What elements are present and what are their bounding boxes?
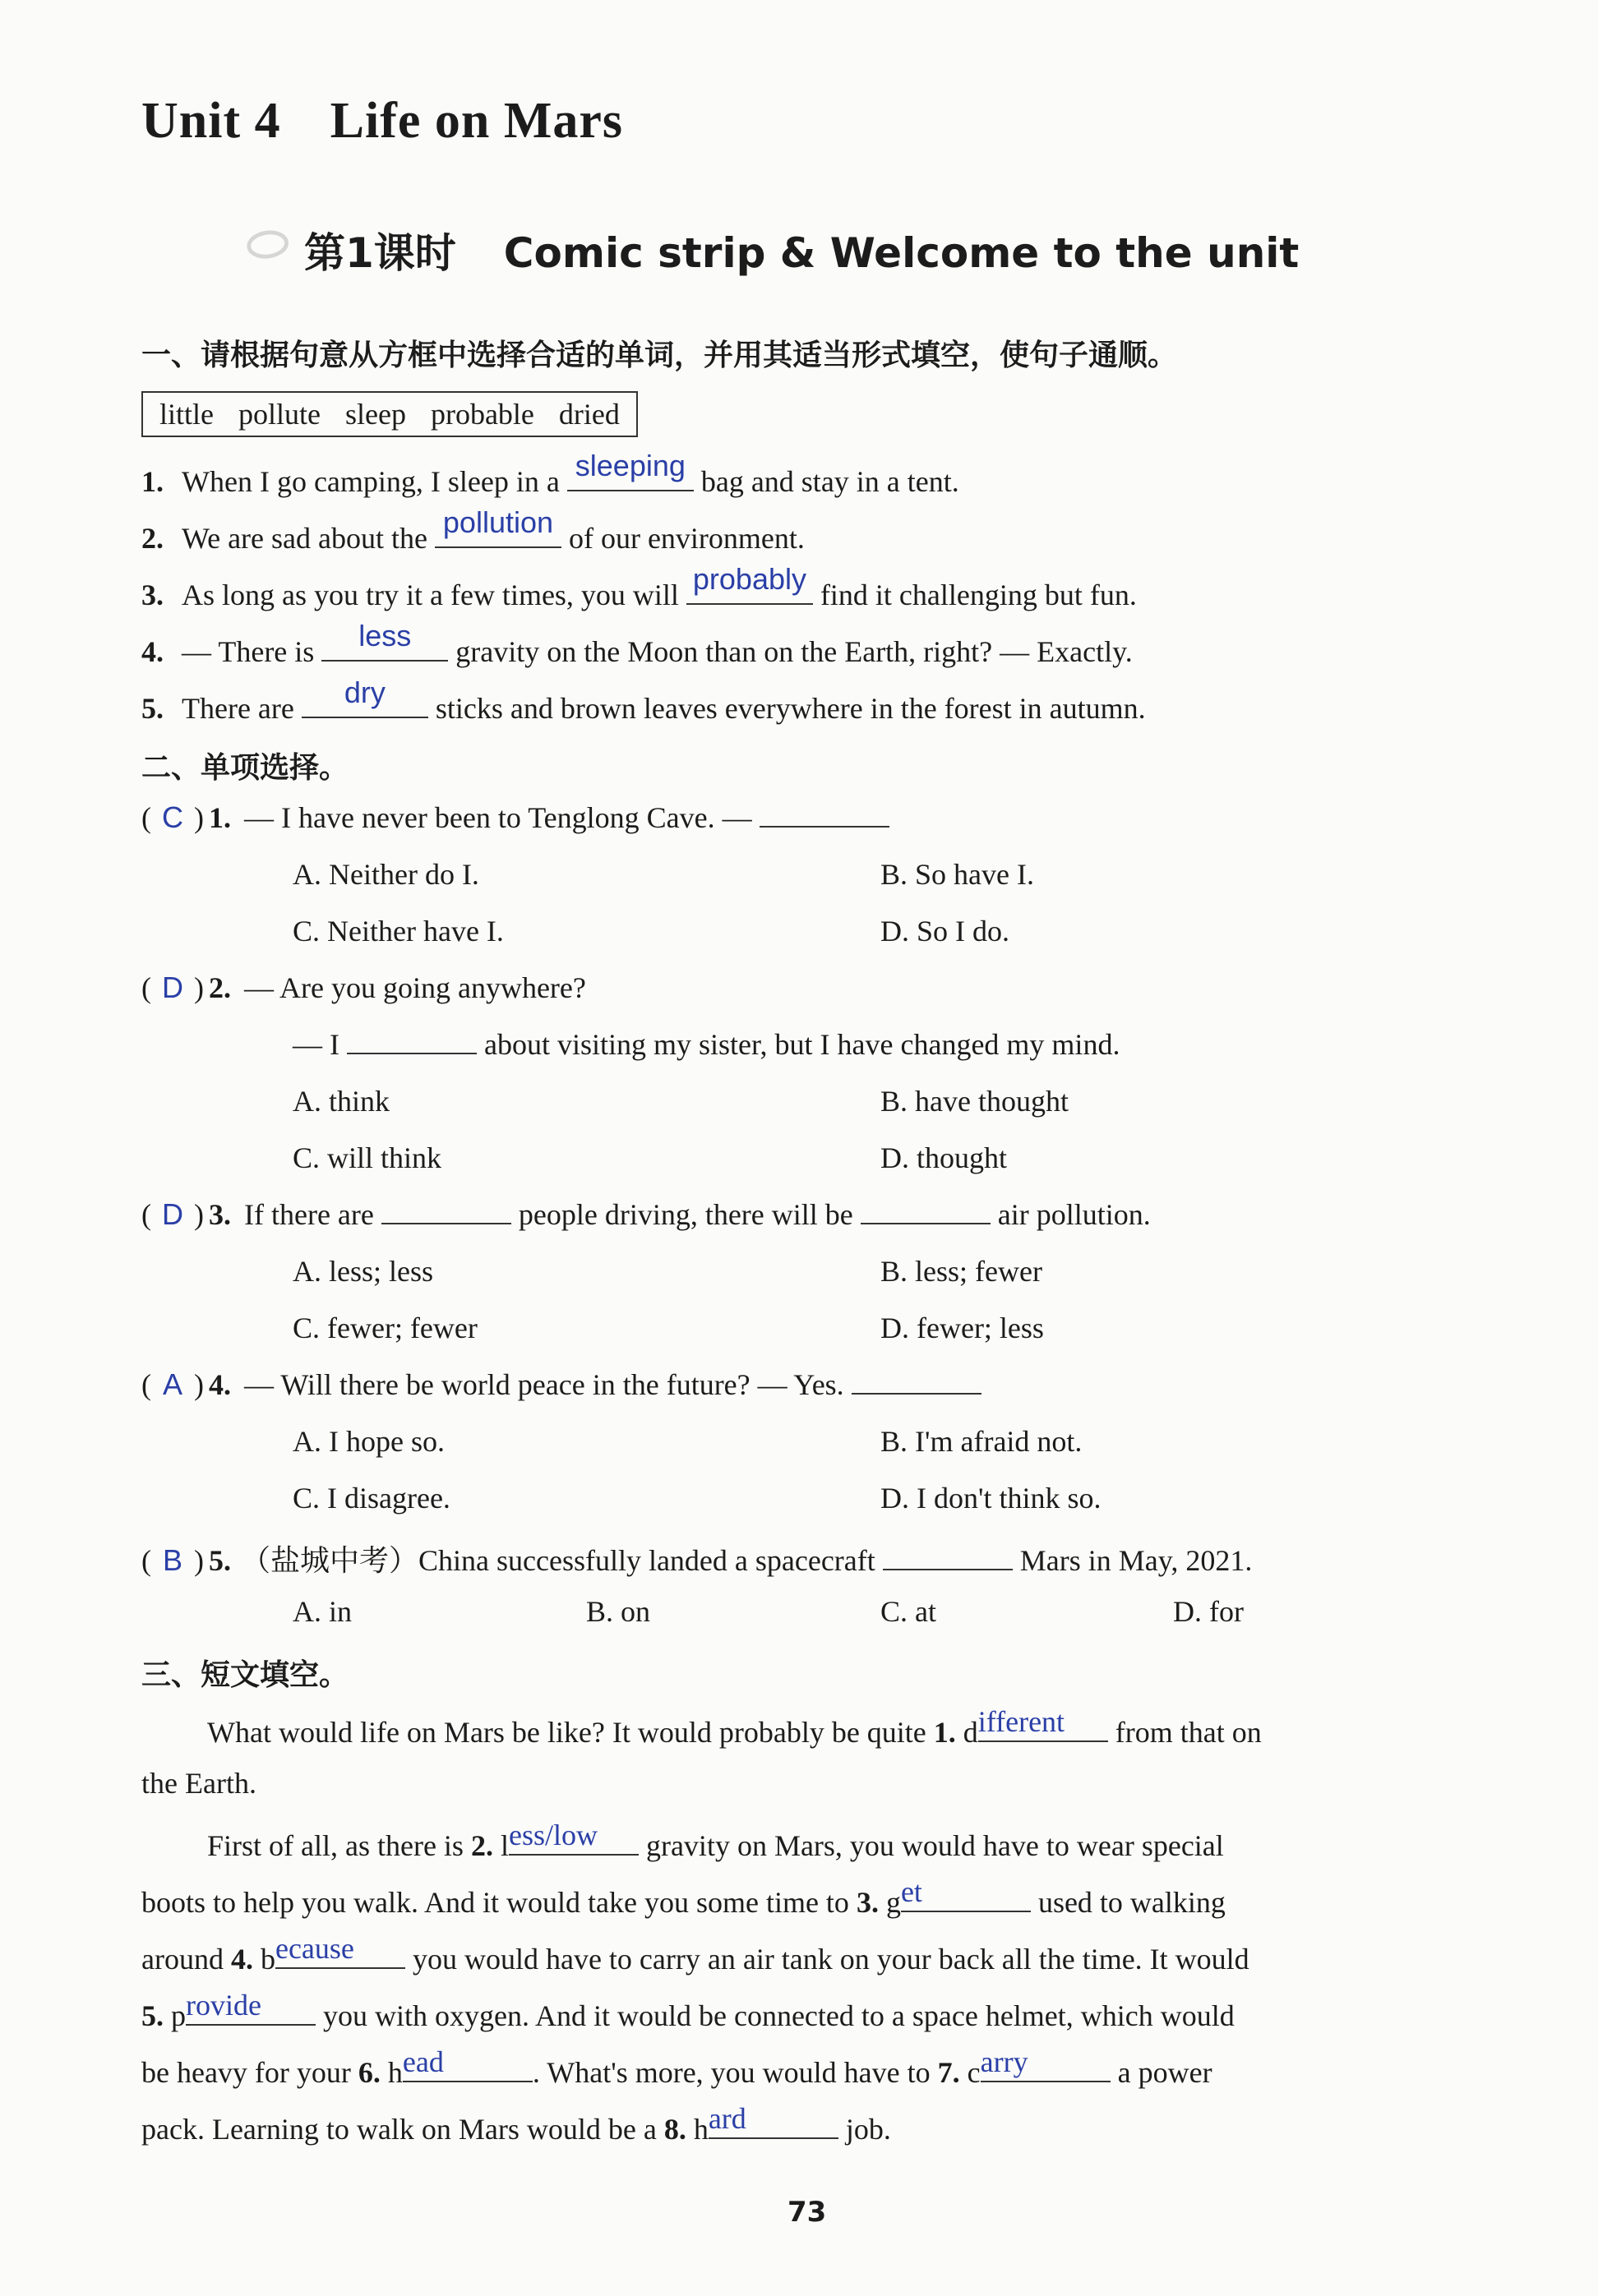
answer-blank[interactable] bbox=[302, 675, 428, 718]
question-number: 3. bbox=[209, 1198, 231, 1231]
option[interactable]: D. I don't think so. bbox=[880, 1482, 1102, 1515]
option[interactable]: B. on bbox=[586, 1595, 651, 1628]
choice-answer[interactable]: A bbox=[162, 1367, 182, 1401]
option[interactable]: C. will think bbox=[293, 1141, 442, 1174]
option[interactable]: A. think bbox=[293, 1085, 390, 1118]
passage-text: be heavy for your bbox=[141, 2056, 351, 2089]
word-box-item: little bbox=[159, 398, 214, 431]
answer-blank[interactable] bbox=[760, 801, 889, 828]
question-text: about visiting my sister, but I have changed my mind. bbox=[484, 1028, 1120, 1061]
question-number: 5. bbox=[209, 1544, 231, 1577]
passage-text: around bbox=[141, 1943, 224, 1976]
answer-text: ard bbox=[708, 2102, 746, 2135]
answer-text: dry bbox=[344, 675, 386, 709]
passage-text: the Earth. bbox=[141, 1767, 256, 1800]
unit-label: Unit 4 bbox=[141, 93, 281, 149]
answer-blank[interactable] bbox=[980, 2045, 1111, 2082]
option[interactable]: D. So I do. bbox=[880, 915, 1010, 947]
item-number: 1. bbox=[141, 465, 164, 498]
mc-question: ( D ) 3. If there are people driving, there will be air pollution. bbox=[141, 1197, 1151, 1231]
item-text: When I go camping, I sleep in a bbox=[182, 465, 560, 498]
blank-letter: h bbox=[693, 2113, 709, 2146]
answer-text: ead bbox=[402, 2045, 444, 2078]
word-box bbox=[141, 391, 638, 437]
option[interactable]: C. Neither have I. bbox=[293, 915, 504, 947]
blank-letter: d bbox=[963, 1716, 978, 1749]
blank-letter: b bbox=[260, 1943, 275, 1976]
answer-blank[interactable] bbox=[686, 562, 813, 605]
question-text: people driving, there will be bbox=[518, 1198, 853, 1231]
answer-text: ifferent bbox=[977, 1705, 1065, 1738]
answer-text: probably bbox=[692, 562, 806, 596]
option[interactable]: C. fewer; fewer bbox=[293, 1312, 478, 1344]
page-number: 73 bbox=[787, 2196, 827, 2229]
answer-text: sleeping bbox=[575, 449, 686, 482]
mc-question: ( B ) 5. （盐城中考）China successfully landed a spacecraft Mars in May, 2021. bbox=[141, 1543, 1253, 1577]
option[interactable]: D. fewer; less bbox=[880, 1312, 1044, 1344]
section3-heading: 三、短文填空。 bbox=[141, 1658, 349, 1692]
item-text: sticks and brown leaves everywhere in the forest in autumn. bbox=[435, 692, 1146, 725]
passage-text: you would have to carry an air tank on your back all the time. It would bbox=[412, 1943, 1249, 1976]
blank-letter: h bbox=[387, 2056, 403, 2089]
question-number: 4. bbox=[209, 1368, 231, 1401]
passage-text: What would life on Mars be like? It would probably be quite bbox=[207, 1716, 926, 1749]
answer-blank[interactable] bbox=[402, 2045, 533, 2082]
question-text: If there are bbox=[244, 1198, 374, 1231]
passage-line bbox=[141, 1932, 1249, 1976]
passage-line bbox=[141, 1989, 1235, 2033]
question-number: 2. bbox=[209, 971, 231, 1004]
answer-blank[interactable] bbox=[275, 1932, 405, 1969]
question-text: air pollution. bbox=[997, 1198, 1151, 1231]
blank-number: 6. bbox=[358, 2056, 381, 2089]
answer-blank[interactable] bbox=[852, 1368, 981, 1395]
fill-item bbox=[141, 505, 805, 556]
blank-number: 4. bbox=[230, 1943, 253, 1976]
watermark-logo: ⬭ bbox=[242, 212, 293, 276]
blank-letter: p bbox=[171, 1999, 186, 2032]
blank-number: 7. bbox=[937, 2056, 960, 2089]
lesson-title bbox=[304, 220, 1299, 279]
word-box-item: pollute bbox=[238, 398, 321, 431]
option[interactable]: B. have thought bbox=[880, 1085, 1069, 1118]
passage-text: used to walking bbox=[1037, 1886, 1226, 1919]
question-text: — Are you going anywhere? bbox=[244, 971, 586, 1004]
option[interactable]: B. less; fewer bbox=[880, 1255, 1042, 1288]
blank-number: 8. bbox=[663, 2113, 686, 2146]
choice-answer[interactable]: C bbox=[162, 800, 183, 834]
answer-text: rovide bbox=[186, 1989, 261, 2022]
option[interactable]: D. for bbox=[1173, 1595, 1244, 1628]
fill-item bbox=[141, 449, 959, 499]
question-text: — I have never been to Tenglong Cave. — bbox=[244, 801, 752, 834]
passage-text: from that on bbox=[1115, 1716, 1262, 1749]
question-text: （盐城中考）China successfully landed a spacecraft bbox=[241, 1544, 875, 1577]
passage-line bbox=[207, 1819, 1224, 1863]
passage-text: job. bbox=[845, 2113, 891, 2146]
blank-number: 1. bbox=[933, 1716, 956, 1749]
answer-text: et bbox=[900, 1875, 922, 1908]
passage-text: boots to help you walk. And it would take you some time to bbox=[141, 1886, 849, 1919]
item-number: 5. bbox=[141, 692, 164, 725]
choice-answer[interactable]: B bbox=[162, 1543, 182, 1577]
mc-question: ( C ) 1. — I have never been to Tenglong Cave. — bbox=[141, 800, 889, 835]
answer-blank[interactable] bbox=[508, 1819, 639, 1856]
passage-text: pack. Learning to walk on Mars would be a bbox=[141, 2113, 657, 2146]
answer-blank[interactable] bbox=[567, 449, 694, 491]
option[interactable]: B. I'm afraid not. bbox=[880, 1425, 1083, 1458]
word-box-item: sleep bbox=[344, 398, 406, 431]
item-text: bag and stay in a tent. bbox=[700, 465, 959, 498]
passage-line bbox=[141, 1875, 1226, 1920]
unit-title bbox=[141, 92, 623, 150]
answer-blank[interactable] bbox=[186, 1989, 316, 2026]
answer-blank[interactable] bbox=[977, 1705, 1108, 1742]
passage-line bbox=[141, 2102, 891, 2146]
question-number: 1. bbox=[209, 801, 231, 834]
item-number: 3. bbox=[141, 579, 164, 611]
fill-item bbox=[141, 675, 1146, 726]
question-text: — I bbox=[293, 1028, 339, 1061]
answer-blank[interactable] bbox=[347, 1028, 477, 1054]
answer-blank[interactable] bbox=[708, 2102, 838, 2139]
choice-answer[interactable]: D bbox=[162, 970, 183, 1004]
item-text: We are sad about the bbox=[182, 522, 427, 555]
word-box-item: probable bbox=[430, 398, 534, 431]
mc-question: ( A ) 4. — Will there be world peace in the future? — Yes. bbox=[141, 1367, 981, 1402]
blank-letter: g bbox=[885, 1886, 901, 1919]
item-text: of our environment. bbox=[568, 522, 805, 555]
passage-text: you with oxygen. And it would be connected to a space helmet, which would bbox=[323, 1999, 1235, 2032]
item-text: find it challenging but fun. bbox=[820, 579, 1137, 611]
word-box-item: dried bbox=[558, 398, 620, 431]
blank-number: 3. bbox=[856, 1886, 879, 1919]
passage-line bbox=[207, 1705, 1262, 1750]
item-text: — There is bbox=[182, 635, 315, 668]
question-text: — Will there be world peace in the future? — Yes. bbox=[244, 1368, 844, 1401]
passage-text: gravity on Mars, you would have to wear special bbox=[645, 1829, 1224, 1862]
item-text: There are bbox=[182, 692, 294, 725]
mc-question: ( D ) 2. — Are you going anywhere? bbox=[141, 970, 586, 1004]
option[interactable]: A. less; less bbox=[293, 1255, 433, 1288]
option[interactable]: B. So have I. bbox=[880, 858, 1034, 891]
option[interactable]: A. in bbox=[293, 1595, 352, 1628]
answer-text: ess/low bbox=[508, 1819, 598, 1851]
passage-text: . What's more, you would have to bbox=[532, 2056, 931, 2089]
passage-line bbox=[141, 2045, 1212, 2090]
answer-blank[interactable] bbox=[435, 505, 561, 548]
passage-text: First of all, as there is bbox=[207, 1829, 464, 1862]
blank-number: 5. bbox=[141, 1999, 164, 2032]
question-text: Mars in May, 2021. bbox=[1019, 1544, 1253, 1577]
item-text: gravity on the Moon than on the Earth, right? — Exactly. bbox=[455, 635, 1133, 668]
option[interactable]: C. I disagree. bbox=[293, 1482, 450, 1515]
answer-text: less bbox=[358, 619, 412, 652]
answer-text: pollution bbox=[442, 505, 554, 539]
passage-text: a power bbox=[1117, 2056, 1212, 2089]
lesson-label: 第1课时 bbox=[304, 229, 456, 277]
blank-number: 2. bbox=[470, 1829, 493, 1862]
option[interactable]: A. Neither do I. bbox=[293, 858, 479, 891]
fill-item bbox=[141, 619, 1133, 669]
choice-answer[interactable]: D bbox=[162, 1197, 183, 1231]
blank-letter: c bbox=[967, 2056, 981, 2089]
item-number: 4. bbox=[141, 635, 164, 668]
option[interactable]: C. at bbox=[880, 1595, 936, 1628]
unit-name: Life on Mars bbox=[330, 93, 624, 149]
item-number: 2. bbox=[141, 522, 164, 555]
question-line bbox=[293, 1027, 1120, 1062]
option[interactable]: A. I hope so. bbox=[293, 1425, 445, 1458]
section1-heading: 一、请根据句意从方框中选择合适的单词，并用其适当形式填空，使句子通顺。 bbox=[141, 339, 1178, 372]
lesson-name: Comic strip & Welcome to the unit bbox=[503, 229, 1300, 277]
option[interactable]: D. thought bbox=[880, 1141, 1008, 1174]
answer-blank[interactable] bbox=[883, 1544, 1013, 1570]
answer-blank[interactable] bbox=[321, 619, 448, 662]
section2-heading: 二、单项选择。 bbox=[141, 751, 349, 785]
answer-blank[interactable] bbox=[861, 1198, 991, 1224]
answer-blank[interactable] bbox=[900, 1875, 1031, 1912]
fill-item bbox=[141, 562, 1137, 612]
answer-text: arry bbox=[980, 2045, 1028, 2078]
blank-letter: l bbox=[500, 1829, 509, 1862]
answer-blank[interactable] bbox=[381, 1198, 511, 1224]
item-text: As long as you try it a few times, you will bbox=[182, 579, 679, 611]
answer-text: ecause bbox=[275, 1932, 354, 1965]
